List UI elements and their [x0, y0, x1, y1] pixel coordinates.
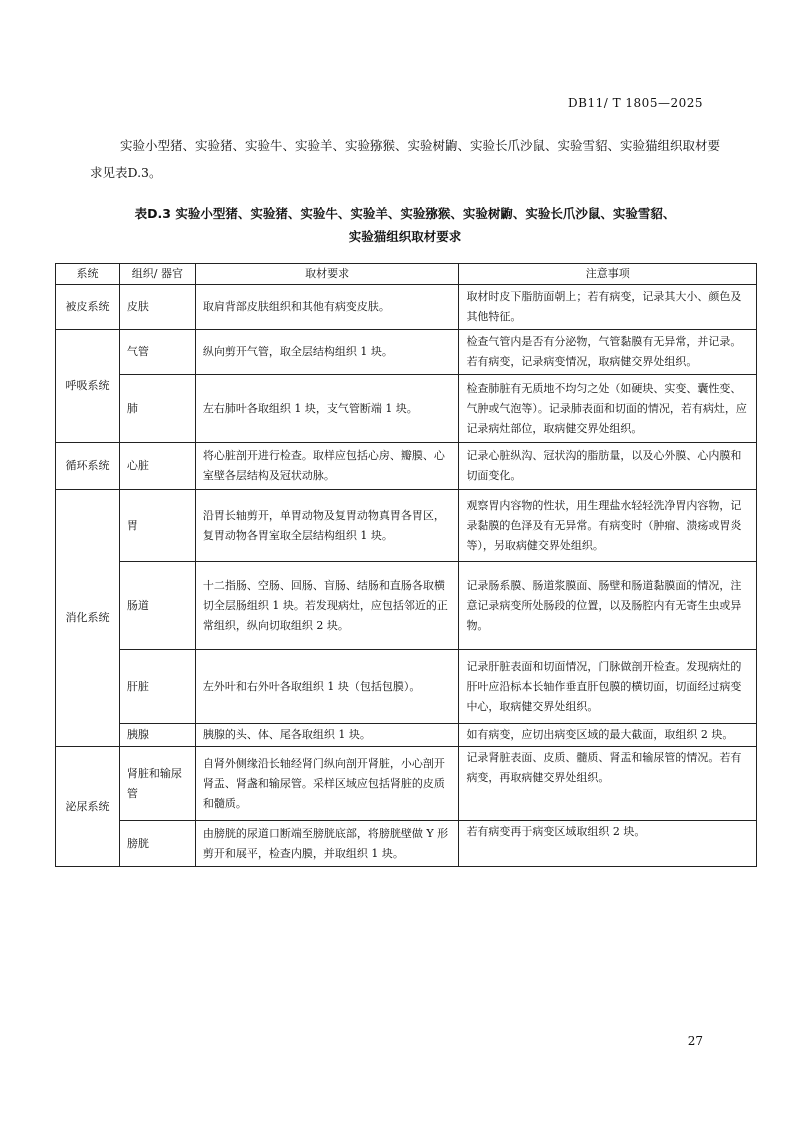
requirement-cell: 沿胃长轴剪开，单胃动物及复胃动物真胃各胃区，复胃动物各胃室取全层结构组织 1 块。 — [195, 490, 459, 562]
requirement-cell: 左外叶和右外叶各取组织 1 块（包括包膜）。 — [195, 650, 459, 724]
sampling-requirements-table — [55, 263, 757, 867]
table-row — [56, 443, 757, 490]
requirement-cell: 自肾外侧缘沿长轴经肾门纵向剖开肾脏，小心剖开肾盂、肾盏和输尿管。采样区域应包括肾脏的皮质和髓质。 — [195, 747, 459, 821]
notes-cell: 记录肾脏表面、皮质、髓质、肾盂和输尿管的情况。若有病变，再取病健交界处组织。 — [459, 747, 757, 821]
table-row — [56, 285, 757, 330]
system-cell: 呼吸系统 — [56, 330, 120, 443]
organ-cell: 肝脏 — [119, 650, 195, 724]
notes-cell: 检查气管内是否有分泌物，气管黏膜有无异常，并记录。若有病变，记录病变情况，取病健交界处组织。 — [459, 330, 757, 375]
table-row — [56, 490, 757, 562]
system-cell: 消化系统 — [56, 490, 120, 747]
notes-cell: 如有病变，应切出病变区域的最大截面，取组织 2 块。 — [459, 724, 757, 747]
organ-cell: 膀胱 — [119, 821, 195, 867]
notes-cell: 记录肝脏表面和切面情况，门脉做剖开检查。发现病灶的肝叶应沿标本长轴作垂直肝包膜的横切面，切面经过病变中心，取病健交界处组织。 — [459, 650, 757, 724]
notes-cell: 观察胃内容物的性状，用生理盐水轻轻洗净胃内容物，记录黏膜的色泽及有无异常。有病变时（肿瘤、溃疡或胃炎等），另取病健交界处组织。 — [459, 490, 757, 562]
intro-paragraph — [90, 132, 720, 186]
document-code: DB11/ T 1805—2025 — [568, 96, 703, 110]
organ-cell: 肠道 — [119, 562, 195, 650]
requirement-cell: 左右肺叶各取组织 1 块，支气管断端 1 块。 — [195, 375, 459, 443]
table-row — [56, 724, 757, 747]
organ-cell: 胃 — [119, 490, 195, 562]
header-notes: 注意事项 — [459, 264, 757, 285]
table-header-row — [56, 264, 757, 285]
table-row — [56, 650, 757, 724]
table-row — [56, 330, 757, 375]
notes-cell: 取材时皮下脂肪面朝上；若有病变，记录其大小、颜色及其他特征。 — [459, 285, 757, 330]
page-number: 27 — [687, 1034, 703, 1048]
organ-cell: 气管 — [119, 330, 195, 375]
table-row — [56, 375, 757, 443]
requirement-cell: 由膀胱的尿道口断端至膀胱底部，将膀胱壁做 Y 形剪开和展平，检查内膜，并取组织 1 块。 — [195, 821, 459, 867]
requirement-cell: 胰腺的头、体、尾各取组织 1 块。 — [195, 724, 459, 747]
notes-cell: 记录肠系膜、肠道浆膜面、肠壁和肠道黏膜面的情况，注意记录病变所处肠段的位置，以及肠腔内有无寄生虫或异物。 — [459, 562, 757, 650]
notes-cell: 检查肺脏有无质地不均匀之处（如硬块、实变、囊性变、气肿或气泡等）。记录肺表面和切面的情况，若有病灶，应记录病灶部位，取病健交界处组织。 — [459, 375, 757, 443]
table-row — [56, 562, 757, 650]
table-row — [56, 821, 757, 867]
requirement-cell: 取肩背部皮肤组织和其他有病变皮肤。 — [195, 285, 459, 330]
system-cell: 被皮系统 — [56, 285, 120, 330]
requirement-cell: 纵向剪开气管，取全层结构组织 1 块。 — [195, 330, 459, 375]
system-cell: 泌尿系统 — [56, 747, 120, 867]
organ-cell: 心脏 — [119, 443, 195, 490]
organ-cell: 肾脏和输尿管 — [119, 747, 195, 821]
system-cell: 循环系统 — [56, 443, 120, 490]
header-organ: 组织/ 器官 — [119, 264, 195, 285]
requirement-cell: 将心脏剖开进行检查。取样应包括心房、瓣膜、心室壁各层结构及冠状动脉。 — [195, 443, 459, 490]
table-row — [56, 747, 757, 821]
header-system: 系统 — [56, 264, 120, 285]
organ-cell: 胰腺 — [119, 724, 195, 747]
organ-cell: 皮肤 — [119, 285, 195, 330]
table-caption-line2: 实验猫组织取材要求 — [348, 229, 462, 244]
header-requirement: 取材要求 — [195, 264, 459, 285]
organ-cell: 肺 — [119, 375, 195, 443]
requirement-cell: 十二指肠、空肠、回肠、盲肠、结肠和直肠各取横切全层肠组织 1 块。若发现病灶，应包括邻近的正常组织，纵向切取组织 2 块。 — [195, 562, 459, 650]
notes-cell: 记录心脏纵沟、冠状沟的脂肪量，以及心外膜、心内膜和切面变化。 — [459, 443, 757, 490]
intro-text: 实验小型猪、实验猪、实验牛、实验羊、实验猕猴、实验树鼩、实验长爪沙鼠、实验雪貂、实验猫组织取材要求见表D.3。 — [90, 138, 721, 180]
notes-cell: 若有病变再于病变区域取组织 2 块。 — [459, 821, 757, 867]
table-caption-line1: 表D.3 实验小型猪、实验猪、实验牛、实验羊、实验猕猴、实验树鼩、实验长爪沙鼠、实验雪貂、 — [134, 206, 676, 221]
